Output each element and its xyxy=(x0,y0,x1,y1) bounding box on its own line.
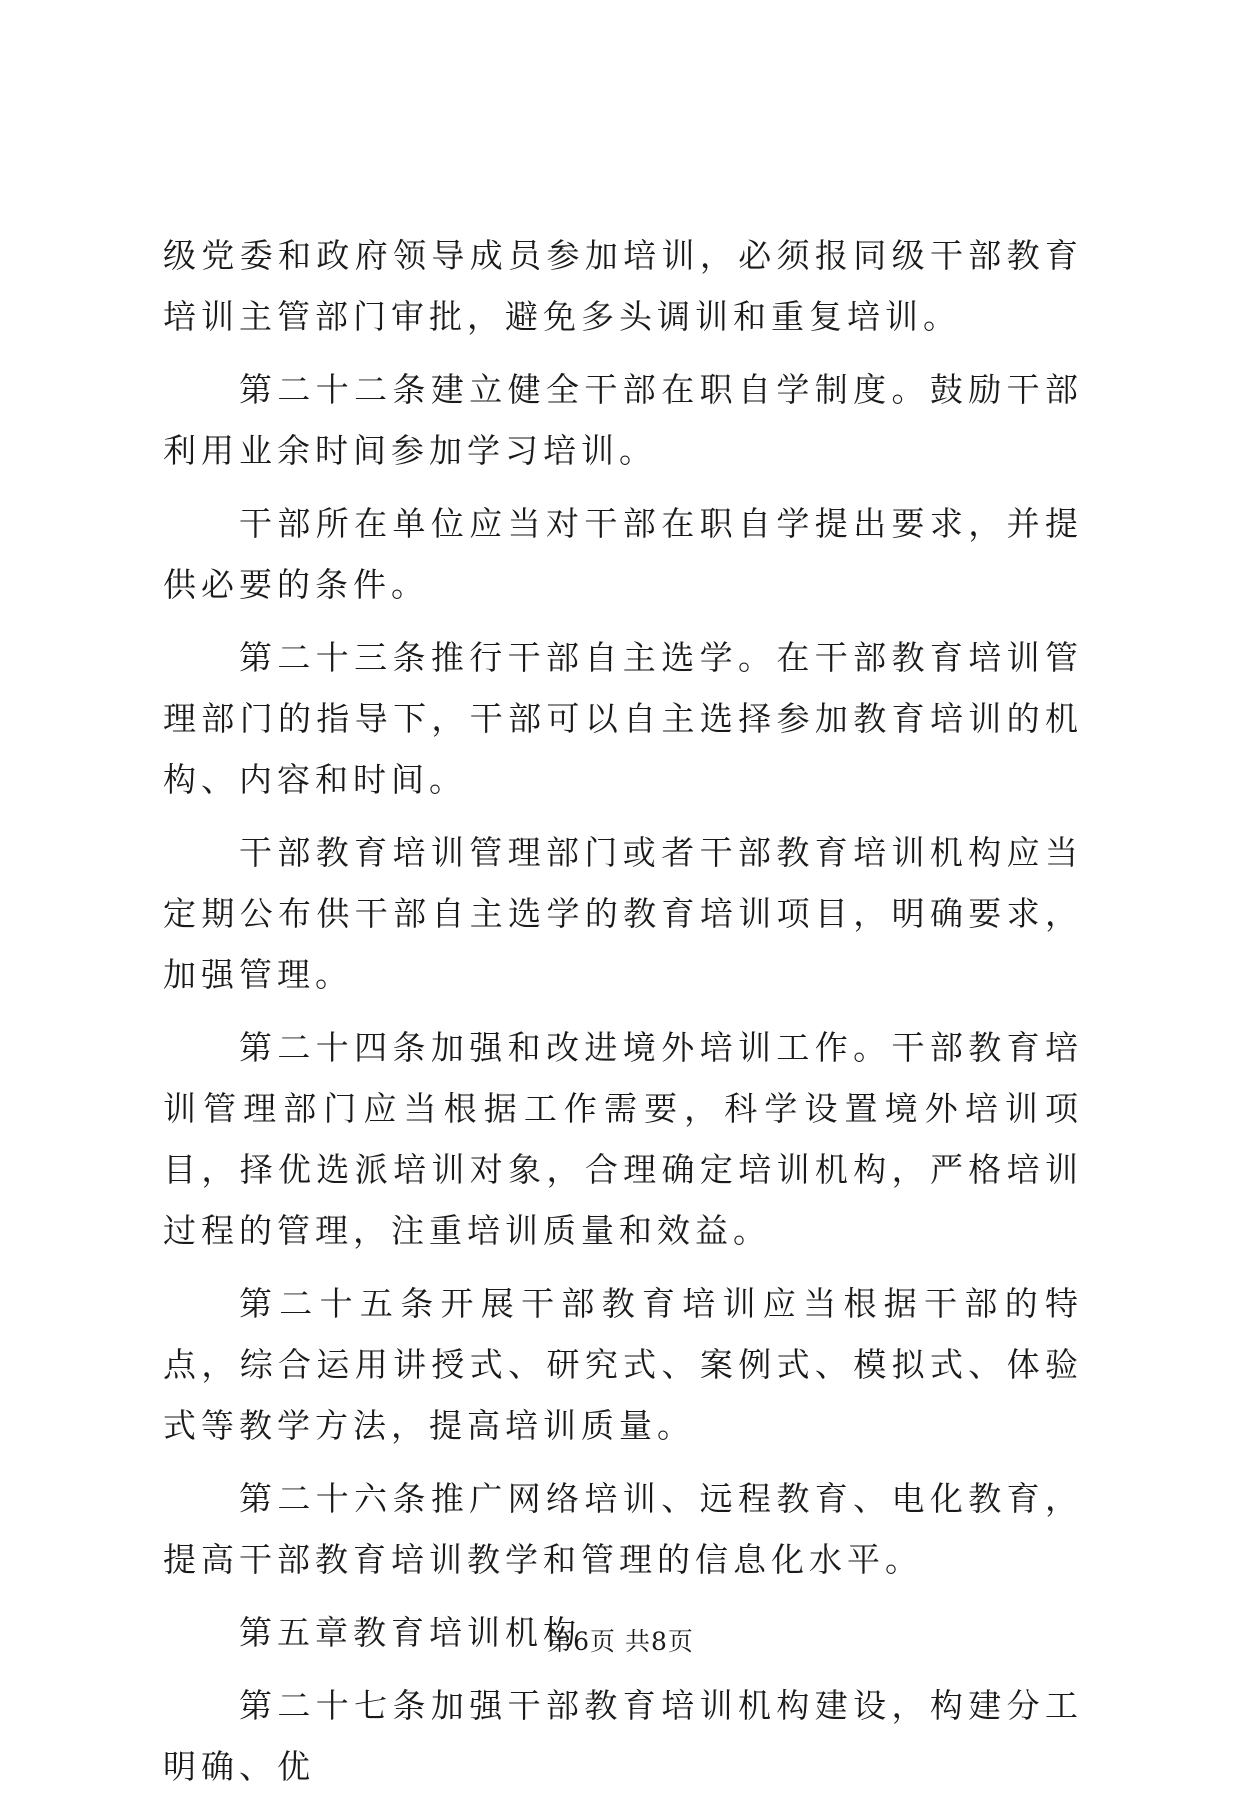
chapter-heading: 第五章教育培训机构 xyxy=(239,1613,581,1652)
paragraph-article-23: 第二十三条推行干部自主选学。在干部教育培训管理部门的指导下，干部可以自主选择参加教育培训的机构、内容和时间。 xyxy=(163,638,1083,799)
paragraph-elective-projects: 干部教育培训管理部门或者干部教育培训机构应当定期公布供干部自主选学的教育培训项目，明确要求，加强管理。 xyxy=(163,833,1083,994)
paragraph-article-22: 第二十二条建立健全干部在职自学制度。鼓励干部利用业余时间参加学习培训。 xyxy=(163,370,1083,470)
paragraph-self-study-requirements: 干部所在单位应当对干部在职自学提出要求，并提供必要的条件。 xyxy=(163,504,1083,604)
page-number-footer: 第6页 共8页 xyxy=(547,1627,694,1656)
paragraph-article-27: 第二十七条加强干部教育培训机构建设，构建分工明确、优 xyxy=(163,1686,1083,1786)
paragraph-article-25: 第二十五条开展干部教育培训应当根据干部的特点，综合运用讲授式、研究式、案例式、模拟式、体验式等教学方法，提高培训质量。 xyxy=(163,1284,1083,1445)
document-body xyxy=(163,225,1083,1809)
paragraph-article-26: 第二十六条推广网络培训、远程教育、电化教育，提高干部教育培训教学和管理的信息化水平。 xyxy=(163,1479,1083,1579)
paragraph-continuation: 级党委和政府领导成员参加培训，必须报同级干部教育培训主管部门审批，避免多头调训和重复培训。 xyxy=(163,236,1083,336)
paragraph-article-24: 第二十四条加强和改进境外培训工作。干部教育培训管理部门应当根据工作需要，科学设置境外培训项目，择优选派培训对象，合理确定培训机构，严格培训过程的管理，注重培训质量和效益。 xyxy=(163,1028,1083,1250)
